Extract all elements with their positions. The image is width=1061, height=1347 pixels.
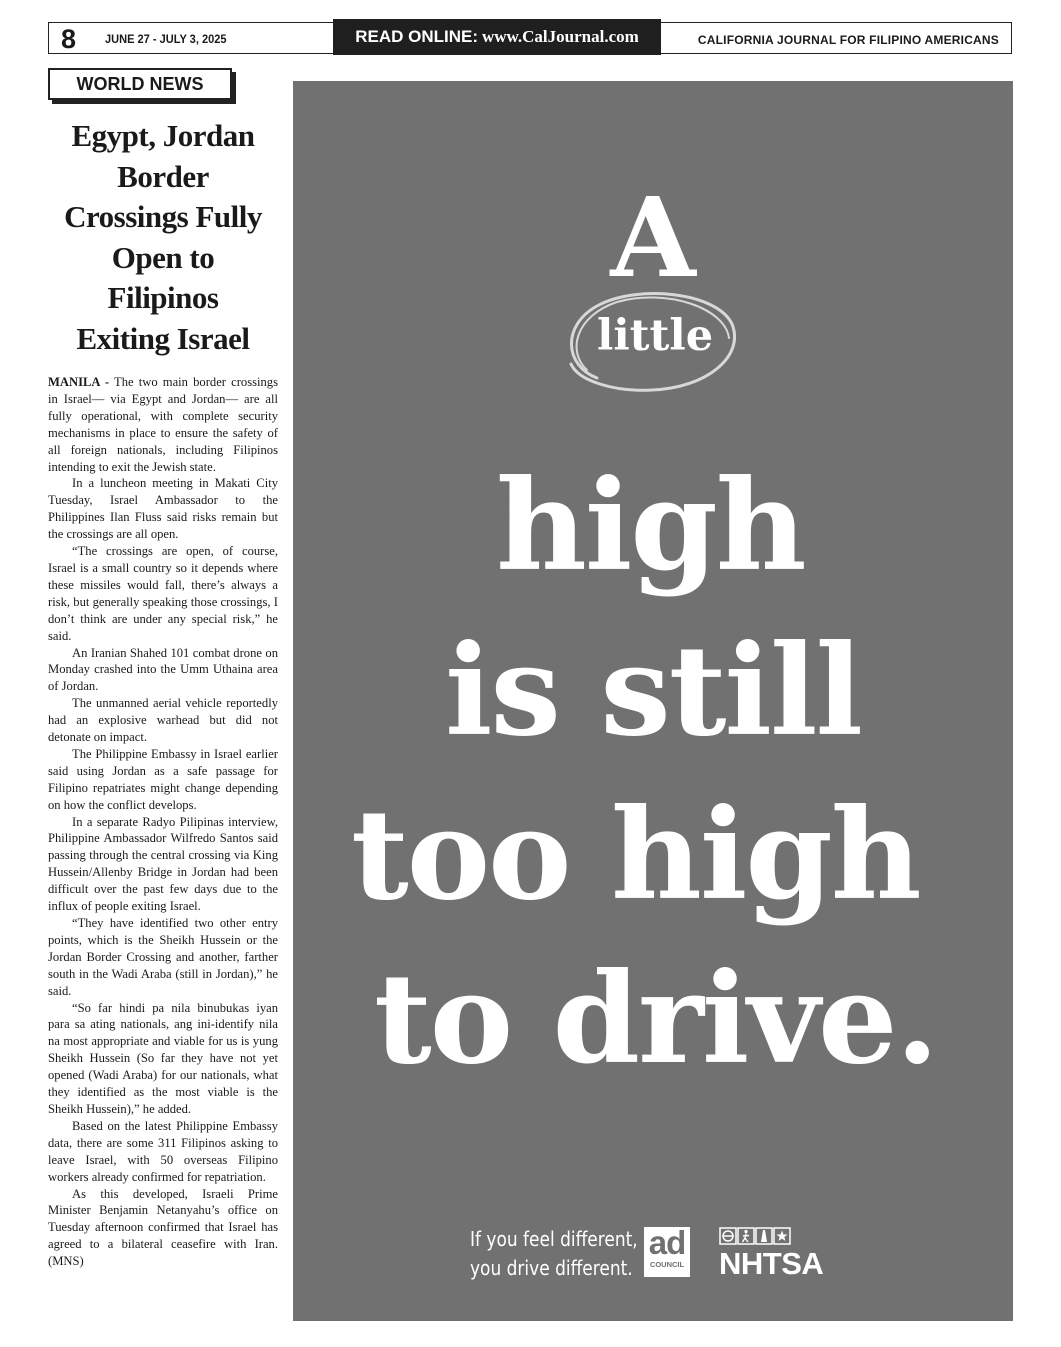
ad-word-a: A — [610, 173, 696, 302]
article-paragraph: “So far hindi pa nila binubukas iyan para sa ating nationals, ang ini-identify nila na most appropriate and viable for us is yung Sheikh Hussein (So far they have not yet opened (Wadi Araba) for our nationals, what they identified as the most viable is the Sheikh Hussein),” he added. — [48, 1000, 278, 1116]
headline-line: Border — [117, 158, 209, 194]
nhtsa-safety-icons — [719, 1227, 791, 1245]
article-paragraph: The unmanned aerial vehicle reportedly had an explosive warhead but did not detonate on impact. — [48, 696, 278, 745]
article-paragraph: “They have identified two other entry points, which is the Sheikh Hussein or the Jordan Border Crossing and another, farther south in the Wadi Araba (still in Jordan),” he said. — [48, 916, 278, 998]
star-icon — [774, 1228, 790, 1244]
article-paragraph: In a separate Radyo Pilipinas interview, Philippine Ambassador Wilfredo Santos said passing through the central crossing via King Hussein/Allenby Bridge in Jordan had been difficult over the past few days due to the influx of people exiting Israel. — [48, 814, 278, 914]
article-paragraph: Based on the latest Philippine Embassy data, there are some 311 Filipinos asking to leave Israel, with 50 overseas Filipino workers already confirmed for repatriation. — [48, 1118, 278, 1184]
ad-line: to drive. — [374, 946, 938, 1092]
article-paragraph: As this developed, Israeli Prime Minister Benjamin Netanyahu’s office on Tuesday afternoon confirmed that Israel has agreed to a bilateral ceasefire with Iran. (MNS) — [48, 1186, 278, 1269]
issue-date: JUNE 27 - JULY 3, 2025 — [105, 32, 227, 46]
masthead — [48, 22, 1012, 54]
article-paragraph — [48, 374, 278, 475]
headline-line: Crossings Fully — [64, 199, 262, 234]
article-paragraph: “The crossings are open, of course, Israel is a small country so it depends where these missiles would fall, there’s always a risk, but generally speaking those crossings, I don’t think are under any special risk,” he said. — [48, 544, 278, 643]
article-paragraph: An Iranian Shahed 101 combat drone on Monday crashed into the Umm Uthaina area of Jordan. — [48, 645, 278, 694]
read-online-url[interactable]: www.CalJournal.com — [482, 27, 639, 46]
page-number: 8 — [61, 24, 77, 54]
publication-title: CALIFORNIA JOURNAL FOR FILIPINO AMERICANS — [697, 33, 999, 47]
psa-advertisement — [293, 81, 1013, 1321]
article-paragraph: The Philippine Embassy in Israel earlier said using Jordan as a safe passage for Filipino repatriates might change depending on how the conflict develops. — [48, 746, 278, 812]
tagline-line: you drive different. — [470, 1256, 633, 1280]
ad-tagline — [470, 1225, 638, 1283]
ad-line: too high — [351, 782, 920, 928]
read-online-label: READ ONLINE: — [355, 27, 478, 46]
headline-line: Filipinos — [107, 280, 219, 315]
article-body — [48, 374, 278, 1270]
article-headline — [48, 116, 278, 359]
road-icon — [756, 1228, 772, 1244]
ad-council-logo — [644, 1224, 690, 1277]
ad-line: high — [496, 453, 805, 599]
tagline-line: If you feel different, — [470, 1227, 638, 1251]
nhtsa-logo: NHTSA — [719, 1246, 824, 1281]
headline-line: Exiting Israel — [76, 320, 250, 356]
steering-wheel-icon — [720, 1228, 736, 1244]
pedestrian-icon — [738, 1228, 754, 1244]
headline-line: Egypt, Jordan — [71, 118, 255, 153]
headline-line: Open to — [111, 239, 215, 275]
section-label: WORLD NEWS — [48, 68, 232, 100]
article-paragraph: In a luncheon meeting in Makati City Tuesday, Israel Ambassador to the Philippines Ilan Fluss said risks remain but the crossings are all open. — [48, 476, 278, 542]
ad-word-little: little — [597, 311, 714, 361]
read-online-banner[interactable] — [333, 19, 661, 55]
paragraph-text: The two main border crossings in Israel— via Egypt and Jordan— are all fully operational, with complete security mechanisms in place to ensure the safety of all foreign nationals, including Filipinos intending to exit the Jewish state. — [48, 375, 279, 474]
ad-line: is still — [445, 618, 861, 764]
ad-council-logo-subtext: COUNCIL — [649, 1260, 685, 1269]
ad-council-logo-text: ad — [648, 1224, 686, 1261]
dateline: MANILA - — [48, 375, 110, 389]
